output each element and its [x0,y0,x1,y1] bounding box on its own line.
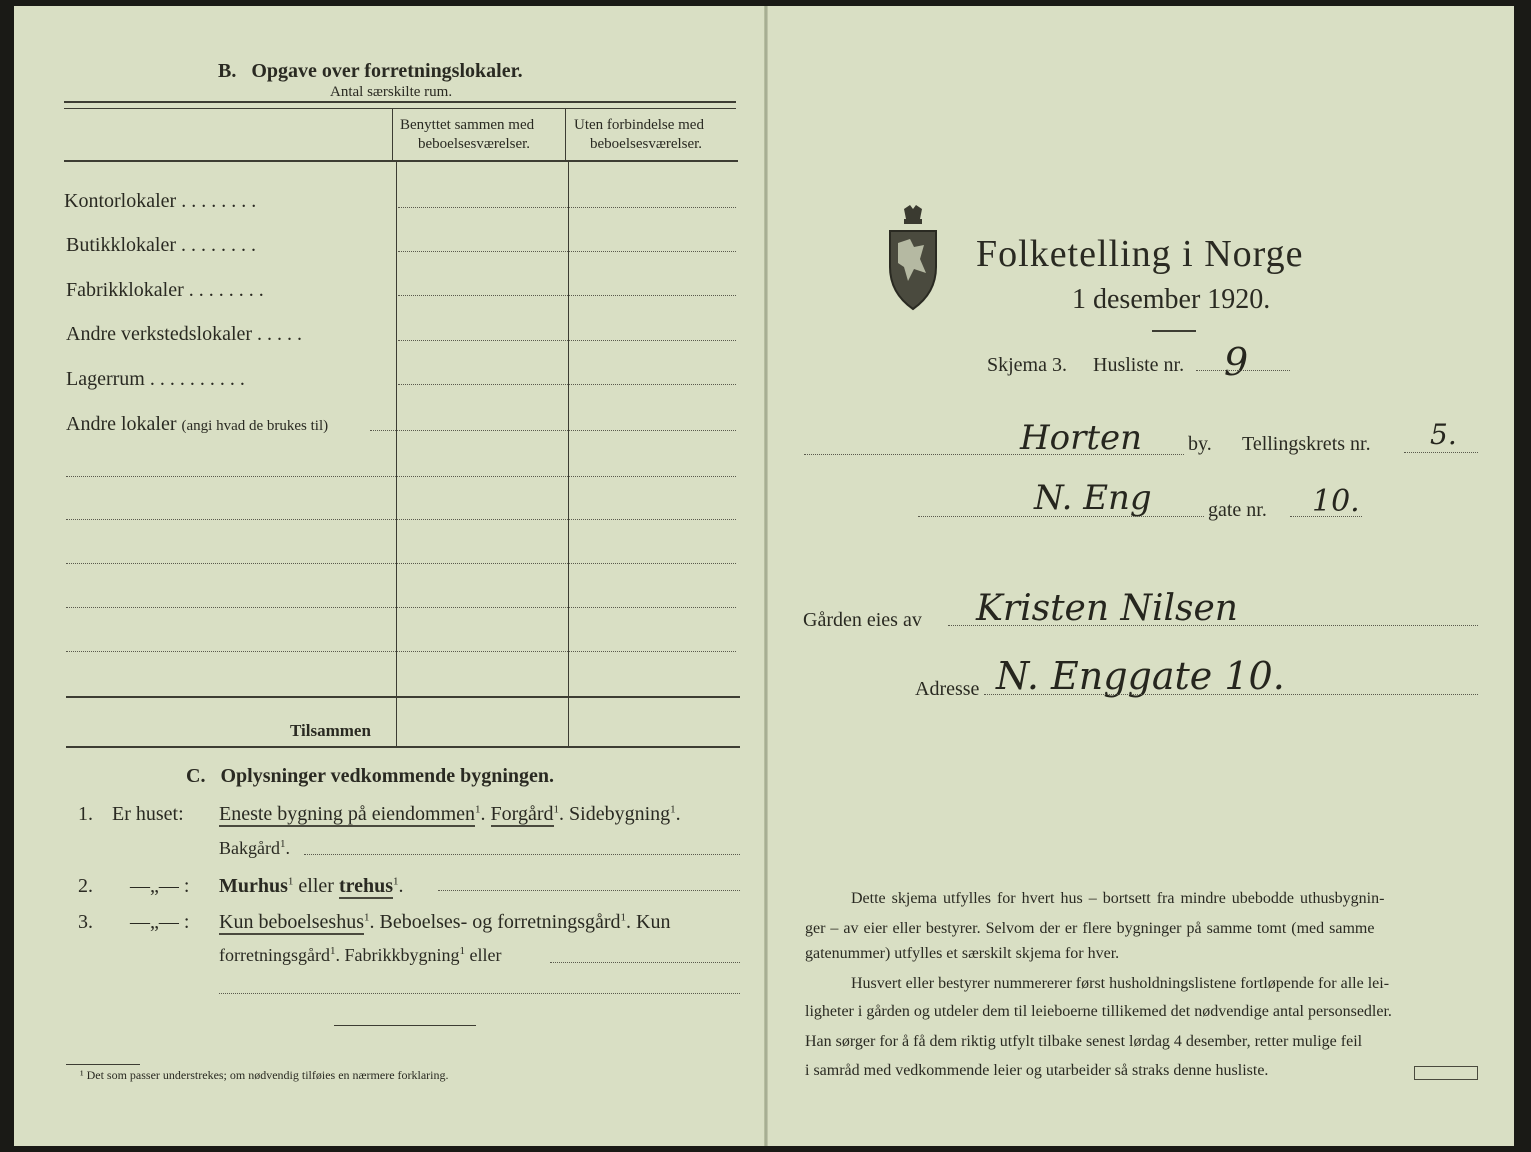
street-line [918,516,1204,517]
table-top-rule-2 [64,108,736,109]
coat-of-arms-icon [880,203,946,313]
footnote-rule [66,1064,140,1065]
footnote: ¹ Det som passer understrekes; om nødvendig tilføies en nærmere forklaring. [80,1068,449,1082]
section-b-heading [218,60,523,83]
col2-header-line2: beboelsesværelser. [590,136,703,152]
husliste-label: Husliste nr. [1093,354,1185,376]
city-line [804,454,1184,455]
column-divider-2 [568,160,569,746]
page-fold [764,6,768,1146]
row-line-4 [398,340,736,341]
q1-number: 1. [78,803,93,825]
q1-options: Eneste bygning på eiendommen$^1$. Forgård$^1$. Sidebygning$^1$. [219,803,681,825]
owner-label: Gården eies av [803,609,922,631]
gate-label: gate nr. [1208,499,1267,521]
col1-header-line2: beboelsesværelser. [418,136,531,152]
section-c-end-rule [334,1025,476,1026]
instructions-p2-l1: Husvert eller bestyrer nummererer først husholdningslistene fortløpende for alle lei- [851,975,1390,992]
row-line-9 [66,563,736,564]
section-b-subtitle: Antal særskilte rum. [330,84,453,100]
q3-number: 3. [78,911,93,933]
q2-number: 2. [78,875,93,897]
section-c-heading: C. Oplysninger vedkommende bygningen. [186,765,555,787]
q3-line [550,962,740,963]
total-bottom-rule [66,746,740,748]
gate-line [1290,516,1362,517]
krets-line [1404,452,1478,453]
q1-line [304,854,740,855]
instructions-p1-l2: ger – av eier eller bestyrer. Selvom der er flere bygninger på samme tomt (med samme [805,920,1375,937]
q3-options: Kun beboelseshus$^1$. Beboelses- og forretningsgård$^1$. Kun [219,911,671,933]
row-andre-lokaler: Andre lokaler (angi hvad de brukes til) [66,413,329,435]
adresse-value: N. Enggate 10. [996,654,1285,698]
q2-prefix: —„— : [130,875,190,897]
total-top-rule [66,696,740,698]
row-line-3 [398,295,736,296]
q2-line [438,890,740,891]
q1-option-bakgard: Bakgård$^1$. [219,838,290,858]
instructions-p1-l3: gatenummer) utfylles et særskilt skjema for hver. [805,945,1120,962]
owner-line [948,625,1478,626]
q2-options: Murhus$^1$ eller trehus$^1$. [219,875,404,897]
census-date: 1 desember 1920. [1072,284,1271,315]
instructions-p2-l2: ligheter i gården og utdeler dem til leieboerne tillikemed det nødvendige antal personsedler. [805,1003,1392,1020]
krets-label: Tellingskrets nr. [1242,433,1371,455]
adresse-line [984,694,1478,695]
row-line-8 [66,519,736,520]
printer-stamp-icon [1414,1066,1478,1080]
section-b-title: Opgave over forretningslokaler. [251,60,523,82]
city-value: Horten [1020,418,1143,458]
row-fabrikklokaler: Fabrikklokaler . . . . . . . . [66,279,264,301]
husliste-value: 9 [1224,340,1249,384]
total-label: Tilsammen [290,721,371,740]
q3-line-2 [219,993,740,994]
q3-options-line2: forretningsgård$^1$. Fabrikkbygning$^1$ eller [219,945,502,965]
q3-prefix: —„— : [130,911,190,933]
col2-header-line1: Uten forbindelse med [574,117,704,133]
form-title: Folketelling i Norge [976,233,1304,275]
row-kontorlokaler: Kontorlokaler . . . . . . . . [64,190,257,212]
q1-prefix: Er huset: [112,803,184,825]
left-page [14,6,766,1146]
krets-value: 5. [1430,418,1457,451]
city-label: by. [1188,433,1212,455]
row-line-5 [398,384,736,385]
row-line-1 [398,207,736,208]
instructions-p2-l3: Han sørger for å få dem riktig utfylt tilbake senest lørdag 4 desember, retter mulige feil [805,1033,1363,1050]
header-divider-2 [565,108,566,160]
gate-value: 10. [1312,484,1360,519]
instructions-p1-l1: Dette skjema utfylles for hvert hus – bortsett fra mindre ubebodde uthusbygnin- [851,890,1385,907]
row-line-7 [66,476,736,477]
table-top-rule [64,101,736,103]
row-line-2 [398,251,736,252]
section-b-letter: B. [218,60,237,82]
row-lagerrum: Lagerrum . . . . . . . . . . [66,368,245,390]
row-verkstedslokaler: Andre verkstedslokaler . . . . . [66,323,303,345]
row-line-6 [370,430,736,431]
schema-label: Skjema 3. [987,354,1067,376]
col1-header-line1: Benyttet sammen med [400,117,535,133]
row-line-11 [66,651,736,652]
column-divider-1 [396,160,397,746]
header-divider-1 [392,108,393,160]
owner-value: Kristen Nilsen [976,588,1238,629]
header-bottom-rule [64,160,738,162]
title-rule [1152,330,1196,332]
row-butikklokaler: Butikklokaler . . . . . . . . [66,234,256,256]
adresse-label: Adresse [915,678,980,700]
instructions-p2-l4: i samråd med vedkommende leier og utarbeider så straks denne husliste. [805,1062,1269,1079]
row-line-10 [66,607,736,608]
street-value: N. Eng [1034,478,1152,518]
husliste-line [1196,370,1290,371]
